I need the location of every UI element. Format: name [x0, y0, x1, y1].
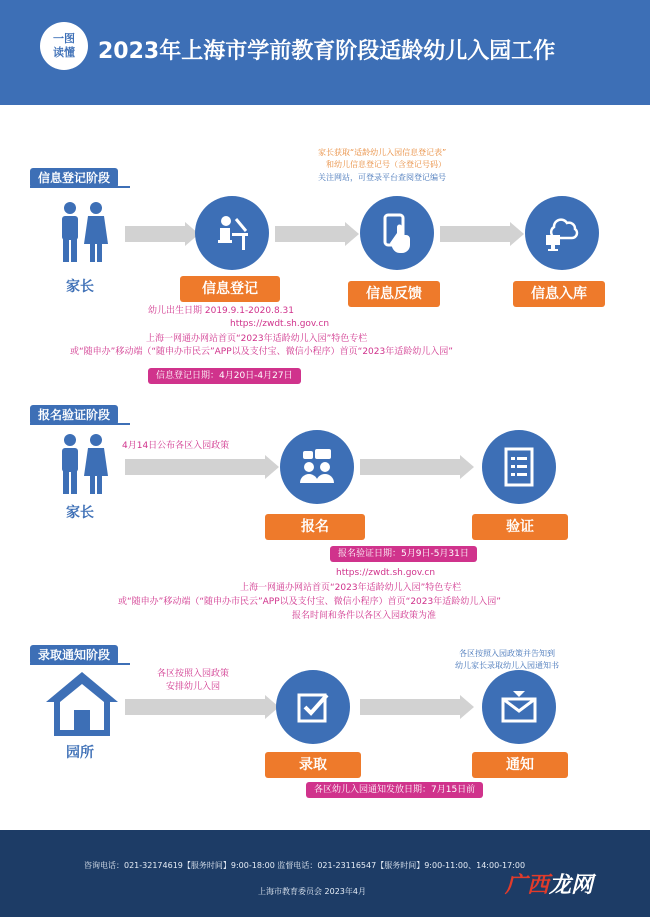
role-label-parent: 家长	[66, 505, 94, 521]
stage-tag-application: 报名验证阶段	[30, 405, 118, 425]
step-circle-notify	[482, 670, 556, 744]
badge-line1: 一图	[53, 32, 75, 45]
watermark-logo	[505, 868, 625, 902]
date-tag-registration: 信息登记日期：4月20日-4月27日	[148, 368, 301, 384]
flow-arrow	[360, 459, 460, 475]
note-policy-publish: 4月14日公布各区入园政策	[122, 441, 230, 451]
note-mobile-app: 或“随申办”移动端（“随申办市民云”APP以及支付宝、微信小程序）首页“2023年适龄幼儿入园”	[118, 597, 501, 607]
link-website[interactable]: https://zwdt.sh.gov.cn	[336, 568, 436, 578]
cloud-computer-icon	[542, 213, 582, 253]
step-button-notify[interactable]: 通知	[472, 752, 568, 778]
step-button-admit[interactable]: 录取	[265, 752, 361, 778]
stage-tag-registration: 信息登记阶段	[30, 168, 118, 188]
flow-arrowhead	[345, 222, 359, 246]
page-title: 2023年上海市学前教育阶段适龄幼儿入园工作	[98, 39, 556, 64]
note-website-column: 上海一网通办网站首页“2023年适龄幼儿入园”特色专栏	[146, 334, 368, 344]
step-circle-admit	[276, 670, 350, 744]
kindergarten-house-icon	[44, 670, 120, 738]
parents-icon	[55, 432, 111, 496]
note-admission-policy: 各区按照入园政策	[156, 669, 229, 679]
group-chat-icon	[297, 447, 337, 487]
checkbox-icon	[293, 687, 333, 727]
step-button-store[interactable]: 信息入库	[513, 281, 605, 307]
link-website[interactable]: https://zwdt.sh.gov.cn	[230, 319, 330, 329]
note-arrange-entry: 安排幼儿入园	[165, 682, 220, 692]
step-button-register[interactable]: 信息登记	[180, 276, 280, 302]
flow-arrow	[360, 699, 460, 715]
flow-arrowhead	[460, 695, 474, 719]
watermark-part1: 广西	[505, 873, 550, 898]
role-label-kindergarten: 园所	[66, 745, 94, 761]
step-circle-feedback	[360, 196, 434, 270]
badge	[40, 22, 88, 70]
badge-line2: 读懂	[53, 46, 75, 59]
note-mobile-app: 或“随申办”移动端（“随申办市民云”APP以及支付宝、微信小程序）首页“2023年适龄幼儿入园”	[70, 347, 453, 357]
envelope-icon	[499, 687, 539, 727]
step-circle-verify	[482, 430, 556, 504]
flow-arrowhead	[510, 222, 524, 246]
flow-arrow	[125, 226, 185, 242]
flow-arrow	[125, 699, 265, 715]
footer-issuer: 上海市教育委员会 2023年4月	[258, 887, 366, 896]
role-label-parent: 家长	[66, 279, 94, 295]
note-policy-condition: 报名时间和条件以各区入园政策为准	[292, 611, 437, 621]
flow-arrow	[275, 226, 345, 242]
step-button-feedback[interactable]: 信息反馈	[348, 281, 440, 307]
checklist-icon	[499, 447, 539, 487]
phone-tap-icon	[377, 213, 417, 253]
flow-arrowhead	[265, 455, 279, 479]
step-button-verify[interactable]: 验证	[472, 514, 568, 540]
step-circle-store	[525, 196, 599, 270]
note-inform-parents: 各区按照入园政策并告知到	[459, 649, 555, 658]
stage-tag-admission: 录取通知阶段	[30, 645, 118, 665]
date-tag-application: 报名验证日期：5月9日-5月31日	[330, 546, 477, 562]
date-tag-notice: 各区幼儿入园通知发放日期：7月15日前	[306, 782, 483, 798]
flow-arrow	[440, 226, 510, 242]
watermark-part2: 龙网	[549, 873, 594, 898]
note-admission-letter: 幼儿家长录取幼儿入园通知书	[455, 661, 559, 670]
flow-arrow	[125, 459, 265, 475]
step-button-apply[interactable]: 报名	[265, 514, 365, 540]
note-birth-range: 幼儿出生日期 2019.9.1-2020.8.31	[148, 306, 294, 316]
parents-icon	[55, 200, 111, 264]
note-website-column: 上海一网通办网站首页“2023年适龄幼儿入园”特色专栏	[240, 583, 462, 593]
footer-contact: 咨询电话：021-32174619【服务时间】9:00-18:00 监督电话：021-23116547【服务时间】9:00-11:00、14:00-17:00	[84, 861, 526, 870]
note-registration-number: 和幼儿信息登记号（含登记号码）	[326, 160, 446, 169]
note-check-number: 关注网站，可登录平台查阅登记编号	[318, 173, 446, 182]
step-circle-apply	[280, 430, 354, 504]
flow-arrowhead	[460, 455, 474, 479]
note-registration-form: 家长获取“适龄幼儿入园信息登记表”	[318, 148, 447, 157]
person-at-desk-icon	[212, 213, 252, 253]
step-circle-register	[195, 196, 269, 270]
